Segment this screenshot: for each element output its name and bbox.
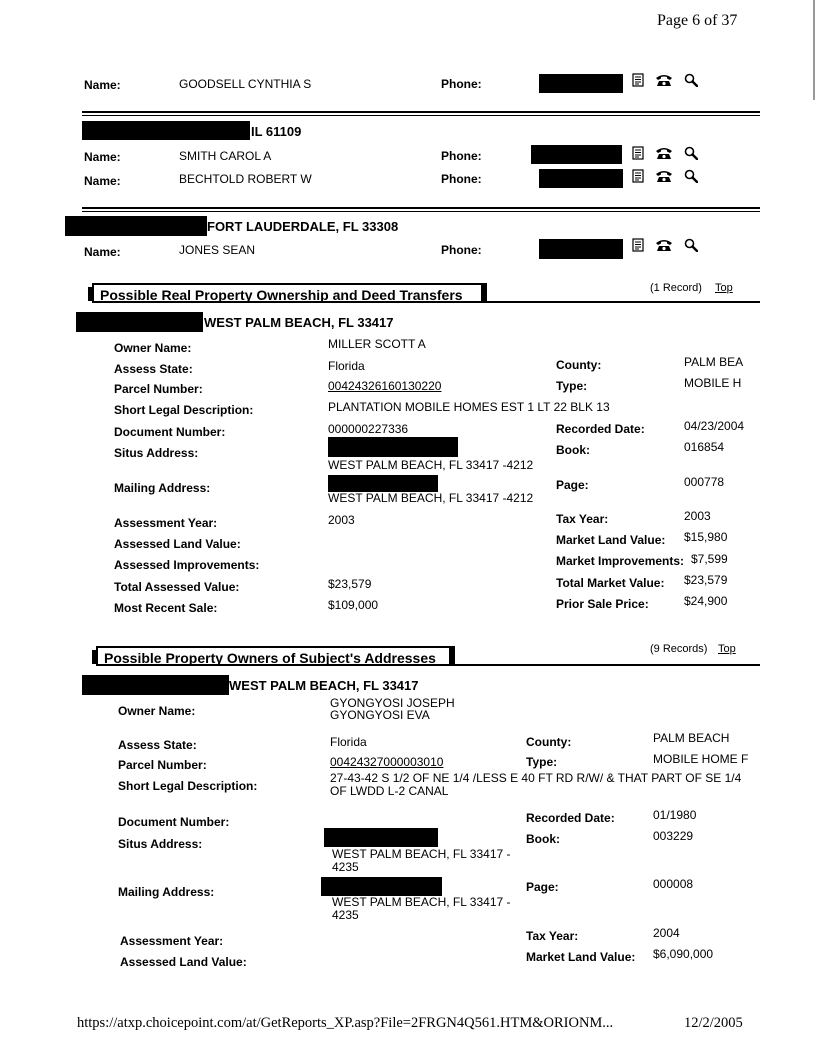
neighbor-name: GOODSELL CYNTHIA S <box>179 77 312 91</box>
record-count: (1 Record) <box>650 282 702 294</box>
redaction <box>328 475 438 492</box>
magnifier-icon[interactable] <box>684 146 698 160</box>
tax-year-value: 2003 <box>684 509 711 523</box>
page-label: Page: <box>526 880 559 894</box>
contact-icons <box>632 238 698 252</box>
report-icon[interactable] <box>632 73 644 87</box>
magnifier-icon[interactable] <box>684 73 698 87</box>
market-land-value: $15,980 <box>684 530 728 544</box>
parcel-number-label: Parcel Number: <box>118 758 207 772</box>
neighbor-name: SMITH CAROL A <box>179 149 272 163</box>
address-line: WEST PALM BEACH, FL 33417 - <box>332 847 511 861</box>
county-value: PALM BEA <box>684 355 744 369</box>
record-count: (9 Records) <box>650 643 708 655</box>
type-value: MOBILE H <box>684 376 742 390</box>
parcel-number-label: Parcel Number: <box>114 382 203 396</box>
redaction <box>321 877 442 896</box>
top-link[interactable]: Top <box>718 643 736 655</box>
assessed-land-value-label: Assessed Land Value: <box>120 955 247 969</box>
document-number-label: Document Number: <box>114 425 226 439</box>
short-legal-label: Short Legal Description: <box>118 779 258 793</box>
total-market-value: $23,579 <box>684 573 728 587</box>
owner-names <box>330 697 455 721</box>
tax-year-value: 2004 <box>653 926 680 940</box>
tax-year-label: Tax Year: <box>526 929 579 943</box>
mailing-address-value <box>332 896 511 922</box>
market-improvements-value: $7,599 <box>691 552 728 566</box>
page-label: Page: <box>556 478 589 492</box>
prior-sale-price-label: Prior Sale Price: <box>556 597 649 611</box>
section-title-real-property: Possible Real Property Ownership and Deed Transfers <box>92 283 487 303</box>
document-number-value: 000000227336 <box>328 422 409 436</box>
recorded-date-value: 04/23/2004 <box>684 419 745 433</box>
name-label: Name: <box>84 245 121 259</box>
parcel-number-link[interactable]: 00424326160130220 <box>328 379 442 393</box>
short-legal-line: 27-43-42 S 1/2 OF NE 1/4 /LESS E 40 FT RD R/W/ & THAT PART OF SE 1/4 <box>330 771 742 785</box>
owner-name-value: GYONGYOSI JOSEPH <box>330 696 455 710</box>
neighbor-name: JONES SEAN <box>179 243 256 257</box>
assess-state-value: Florida <box>330 735 367 749</box>
address-line: 4235 <box>332 860 359 874</box>
group-address: IL 61109 <box>251 124 302 139</box>
phone-label: Phone: <box>441 77 482 91</box>
section-title-property-owners: Possible Property Owners of Subject's Addresses <box>96 646 455 666</box>
owner-name-label: Owner Name: <box>114 341 192 355</box>
phone-label: Phone: <box>441 243 482 257</box>
assess-state-label: Assess State: <box>118 738 197 752</box>
short-legal-line: OF LWDD L-2 CANAL <box>330 784 449 798</box>
short-legal-value: PLANTATION MOBILE HOMES EST 1 LT 22 BLK 13 <box>328 400 610 414</box>
most-recent-sale-label: Most Recent Sale: <box>114 601 218 615</box>
recorded-date-label: Recorded Date: <box>526 811 615 825</box>
county-label: County: <box>526 735 572 749</box>
situs-address-value <box>332 848 511 874</box>
divider <box>82 207 760 212</box>
market-land-value-label: Market Land Value: <box>556 533 666 547</box>
redaction <box>328 437 458 457</box>
footer-url: https://atxp.choicepoint.com/at/GetReports_XP.asp?File=2FRGN4Q561.HTM&ORIONM... <box>77 1015 614 1031</box>
recorded-date-label: Recorded Date: <box>556 422 645 436</box>
redaction <box>531 145 622 164</box>
tax-year-label: Tax Year: <box>556 512 609 526</box>
address-line: 4235 <box>332 908 359 922</box>
total-market-value-label: Total Market Value: <box>556 576 665 590</box>
phone-icon[interactable] <box>655 169 673 183</box>
redaction <box>65 216 207 236</box>
assessment-year-label: Assessment Year: <box>120 934 224 948</box>
report-icon[interactable] <box>632 146 644 160</box>
group-address: FORT LAUDERDALE, FL 33308 <box>207 219 399 234</box>
magnifier-icon[interactable] <box>684 169 698 183</box>
contact-icons <box>632 146 698 160</box>
page-value: 000778 <box>684 475 725 489</box>
address-line: WEST PALM BEACH, FL 33417 - <box>332 895 511 909</box>
redaction <box>82 121 250 140</box>
redaction <box>324 828 438 847</box>
type-label: Type: <box>556 379 588 393</box>
owner-name-label: Owner Name: <box>118 704 196 718</box>
assess-state-label: Assess State: <box>114 362 193 376</box>
mailing-address-label: Mailing Address: <box>118 885 215 899</box>
name-label: Name: <box>84 174 121 188</box>
divider <box>82 111 760 116</box>
redaction <box>539 239 623 259</box>
phone-icon[interactable] <box>655 238 673 252</box>
redaction <box>539 74 623 93</box>
assess-state-value: Florida <box>328 359 365 373</box>
prior-sale-price-value: $24,900 <box>684 594 728 608</box>
county-label: County: <box>556 358 602 372</box>
section-underline <box>455 664 760 666</box>
top-link[interactable]: Top <box>715 282 733 294</box>
contact-icons <box>632 169 698 183</box>
owner-name-value: GYONGYOSI EVA <box>330 708 430 722</box>
name-label: Name: <box>84 78 121 92</box>
total-assessed-value-label: Total Assessed Value: <box>114 580 240 594</box>
phone-label: Phone: <box>441 149 482 163</box>
book-label: Book: <box>526 832 560 846</box>
parcel-number-link[interactable]: 00424327000003010 <box>330 755 444 769</box>
market-land-value-label: Market Land Value: <box>526 950 636 964</box>
phone-icon[interactable] <box>655 73 673 87</box>
county-value: PALM BEACH <box>653 731 730 745</box>
short-legal-value <box>330 772 741 798</box>
page-value: 000008 <box>653 877 694 891</box>
right-edge-line <box>813 0 815 100</box>
type-label: Type: <box>526 755 558 769</box>
contact-icons <box>632 73 698 87</box>
book-value: 003229 <box>653 829 694 843</box>
report-icon[interactable] <box>632 169 644 183</box>
page-number: Page 6 of 37 <box>657 12 738 29</box>
magnifier-icon[interactable] <box>684 238 698 252</box>
short-legal-label: Short Legal Description: <box>114 403 254 417</box>
redaction <box>76 312 203 332</box>
assessment-year-label: Assessment Year: <box>114 516 218 530</box>
recorded-date-value: 01/1980 <box>653 808 697 822</box>
redaction <box>82 675 229 695</box>
report-icon[interactable] <box>632 238 644 252</box>
mailing-address-label: Mailing Address: <box>114 481 211 495</box>
phone-label: Phone: <box>441 172 482 186</box>
assessed-land-value-label: Assessed Land Value: <box>114 537 241 551</box>
market-land-value: $6,090,000 <box>653 947 714 961</box>
situs-address-label: Situs Address: <box>118 837 203 851</box>
property-address: WEST PALM BEACH, FL 33417 <box>204 315 394 330</box>
owner-name-value: MILLER SCOTT A <box>328 337 426 351</box>
name-label: Name: <box>84 150 121 164</box>
property-address: WEST PALM BEACH, FL 33417 <box>229 678 419 693</box>
book-label: Book: <box>556 443 590 457</box>
total-assessed-value: $23,579 <box>328 577 372 591</box>
book-value: 016854 <box>684 440 725 454</box>
market-improvements-label: Market Improvements: <box>556 554 685 568</box>
mailing-address-value: WEST PALM BEACH, FL 33417 -4212 <box>328 491 534 505</box>
assessed-improvements-label: Assessed Improvements: <box>114 558 260 572</box>
neighbor-name: BECHTOLD ROBERT W <box>179 172 312 186</box>
situs-address-value: WEST PALM BEACH, FL 33417 -4212 <box>328 458 534 472</box>
most-recent-sale-value: $109,000 <box>328 598 379 612</box>
situs-address-label: Situs Address: <box>114 446 199 460</box>
assessment-year-value: 2003 <box>328 513 355 527</box>
type-value: MOBILE HOME F <box>653 752 749 766</box>
section-underline <box>487 301 760 303</box>
footer-date: 12/2/2005 <box>684 1015 743 1031</box>
redaction <box>539 169 623 188</box>
document-number-label: Document Number: <box>118 815 230 829</box>
phone-icon[interactable] <box>655 146 673 160</box>
